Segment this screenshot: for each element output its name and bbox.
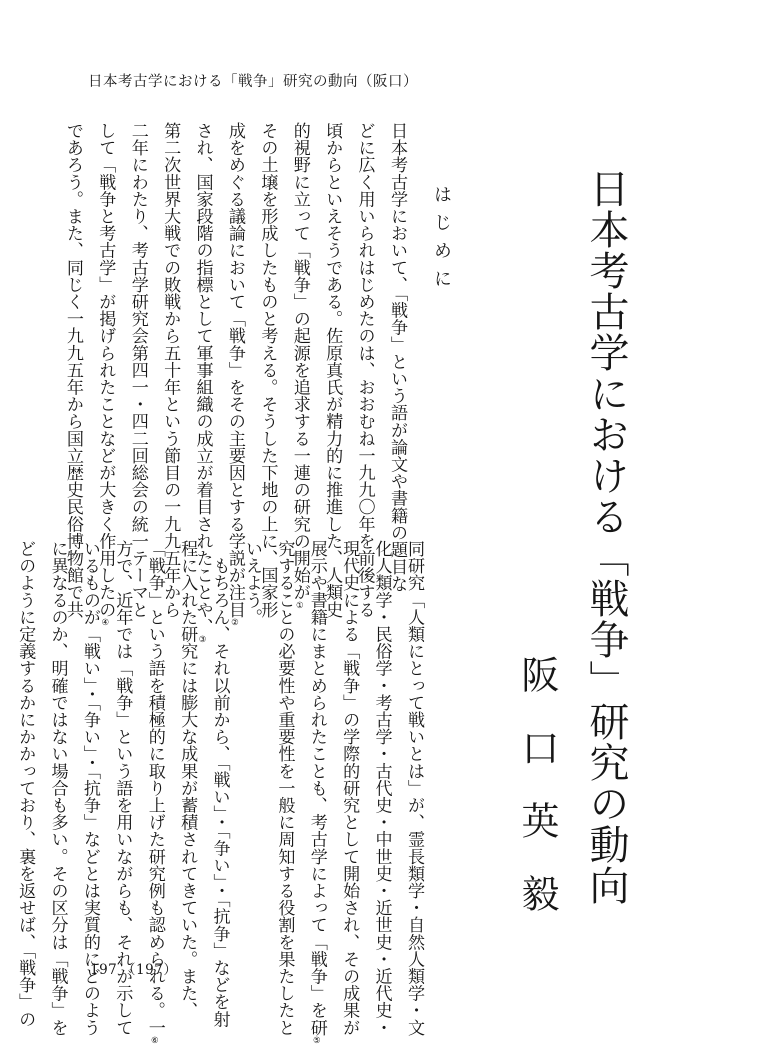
body-line-text: 成をめぐる議論において「戦争」をその主要因とする学説が注目 bbox=[224, 122, 245, 618]
body-line: 第二次世界大戦での敗戦から五十年という節目の一九九五年から bbox=[160, 122, 181, 618]
body-line: であろう。また、同じく一九九五年から国立歴史民俗博物館で共 bbox=[62, 122, 83, 618]
body-line-text: して「戦争と考古学」が掲げられたことなどが大きく作用したの bbox=[95, 122, 116, 618]
body-line: 程に入れた研究には膨大な成果が蓄積されてきていた。また、 bbox=[177, 540, 198, 1019]
body-line: いるものが「戦い」・「争い」・「抗争」などとは実質的にどのよう bbox=[79, 540, 100, 1036]
body-line: どのように定義するかにかかっており、裏を返せば、「戦争」の bbox=[15, 540, 36, 1028]
note-marker: ② bbox=[229, 617, 240, 628]
body-line: 方で、近年では「戦争」という語を用いながらも、それが示して bbox=[112, 540, 133, 1036]
body-line bbox=[89, 122, 121, 628]
note-marker: ⑥ bbox=[149, 1035, 160, 1046]
body-line-text: され、国家段階の指標として軍事組織の成立が着目されたことや、 bbox=[192, 122, 213, 635]
body-line-text: 的視野に立って「戦争」の起源を追求する一連の研究の開始が bbox=[289, 122, 310, 601]
note-marker: ① bbox=[294, 600, 305, 611]
note-marker: ⑤ bbox=[311, 1035, 322, 1046]
section-heading: はじめに bbox=[431, 185, 452, 297]
body-line: 化人類学・民俗学・考古学・古代史・中世史・近世史・近代史・ bbox=[371, 540, 392, 1036]
body-line: 日本考古学において、「戦争」という語が論文や書籍の題目な bbox=[387, 122, 407, 593]
body-line bbox=[186, 122, 218, 645]
body-line: その土壌を形成したものと考える。そうした下地の上に、国家形 bbox=[257, 122, 278, 618]
body-line: 二年にわたり、考古学研究会第四一・四二回総会の統一テーマと bbox=[127, 122, 148, 618]
body-line-text: 「戦争」という語を積極的に取り上げた研究例も認められる。一 bbox=[144, 540, 165, 1036]
body-line: 究することの必要性や重要性を一般に周知する役割を果たしたと bbox=[274, 540, 295, 1036]
body-line bbox=[138, 540, 170, 1046]
article-title: 日本考古学における「戦争」研究の動向 bbox=[583, 168, 629, 906]
note-marker: ③ bbox=[197, 635, 208, 645]
page-number: 197 （197） bbox=[90, 962, 178, 978]
body-line: 現代史による「戦争」の学際的研究として開始され、その成果が bbox=[339, 540, 360, 1036]
body-line bbox=[283, 122, 315, 611]
body-line: もちろん、それ以前から、「戦い」・「争い」・「抗争」などを射 bbox=[209, 540, 230, 1028]
body-line: 同研究「人類にとって戦いとは」が、霊長類学・自然人類学・文 bbox=[404, 540, 424, 1036]
running-head: 日本考古学における「戦争」研究の動向（阪口） bbox=[88, 74, 418, 90]
body-line: 頃からといえそうである。佐原真氏が精力的に推進した、人類史 bbox=[322, 122, 343, 618]
body-line: どに広く用いられはじめたのは、おおむね一九九〇年を前後する bbox=[354, 122, 375, 618]
author-name: 阪口英毅 bbox=[515, 655, 559, 947]
note-marker: ④ bbox=[100, 617, 111, 628]
body-line: いえよう。 bbox=[241, 540, 262, 626]
body-line bbox=[219, 122, 251, 628]
body-line: に異なるのか、明確ではない場合も多い。その区分は「戦争」を bbox=[47, 540, 68, 1036]
body-line bbox=[300, 540, 332, 1046]
body-line-text: 展示や書籍にまとめられたことも、考古学によって「戦争」を研 bbox=[306, 540, 327, 1036]
